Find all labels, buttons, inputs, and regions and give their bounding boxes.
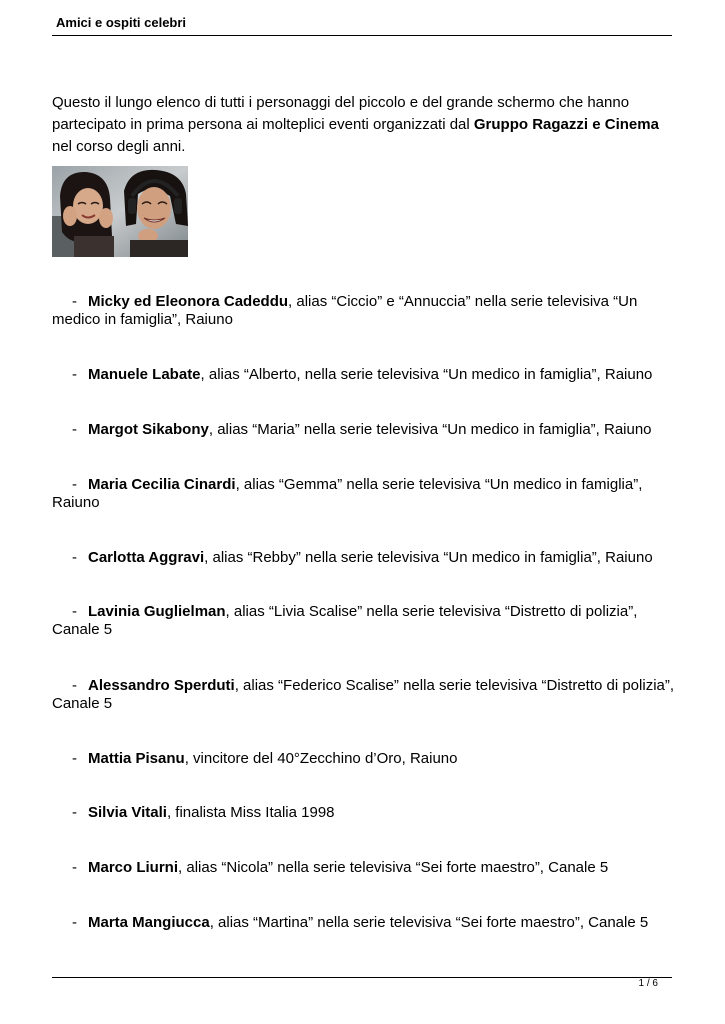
- list-dash: -: [72, 750, 77, 767]
- person-name: Silvia Vitali: [88, 804, 167, 821]
- person-name: Micky ed Eleonora Cadeddu: [88, 293, 289, 310]
- person-description: , finalista Miss Italia 1998: [166, 804, 335, 821]
- person-name: Manuele Labate: [88, 366, 201, 383]
- intro-bold-group-name: Gruppo Ragazzi e Cinema: [473, 116, 659, 133]
- person-description: , alias “Rebby” nella serie televisiva “Un medico in famiglia”, Raiuno: [204, 549, 653, 566]
- list-dash: -: [72, 603, 77, 620]
- person-description: , alias “Maria” nella serie televisiva “Un medico in famiglia”, Raiuno: [208, 421, 652, 438]
- list-item: [52, 549, 677, 567]
- list-dash: -: [72, 366, 77, 383]
- person-name: Maria Cecilia Cinardi: [88, 476, 236, 493]
- list-item: [52, 421, 677, 439]
- person-name: Marco Liurni: [88, 859, 179, 876]
- intro-text-end: nel corso degli anni.: [52, 138, 186, 155]
- person-description: , vincitore del 40°Zecchino d’Oro, Raiuno: [184, 750, 458, 767]
- list-item: [52, 914, 677, 932]
- list-dash: -: [72, 421, 77, 438]
- person-description: , alias “Ciccio” e “Annuccia” nella serie televisiva “Un medico in famiglia”, Raiuno: [52, 293, 638, 328]
- page-number: 1 / 6: [638, 978, 658, 989]
- list-dash: -: [72, 549, 77, 566]
- person-name: Alessandro Sperduti: [88, 677, 235, 694]
- list-dash: -: [72, 293, 77, 310]
- list-item: [52, 750, 677, 768]
- list-dash: -: [72, 859, 77, 876]
- list-item: [52, 804, 677, 822]
- list-item: [52, 293, 677, 329]
- photo-illustration: [52, 166, 188, 257]
- list-item: [52, 366, 677, 384]
- list-dash: -: [72, 914, 77, 931]
- footer-divider: [52, 977, 672, 978]
- person-name: Margot Sikabony: [88, 421, 209, 438]
- intro-text: Questo il lungo elenco di tutti i personaggi del piccolo e del grande schermo che hanno partecipato in prima persona ai molteplici eventi organizzati dal: [52, 94, 630, 133]
- celebrity-photo: [52, 166, 188, 257]
- person-name: Marta Mangiucca: [88, 914, 210, 931]
- person-description: , alias “Federico Scalise” nella serie televisiva “Distretto di polizia”, Canale 5: [52, 677, 675, 712]
- person-name: Mattia Pisanu: [88, 750, 185, 767]
- header-divider: [52, 35, 672, 36]
- list-item: [52, 859, 677, 877]
- person-name: Lavinia Guglielman: [88, 603, 226, 620]
- person-description: , alias “Martina” nella serie televisiva “Sei forte maestro”, Canale 5: [209, 914, 649, 931]
- page-header-title: Amici e ospiti celebri: [56, 15, 187, 30]
- list-dash: -: [72, 677, 77, 694]
- person-description: , alias “Gemma” nella serie televisiva “Un medico in famiglia”, Raiuno: [52, 476, 643, 511]
- list-item: [52, 603, 677, 639]
- list-dash: -: [72, 804, 77, 821]
- intro-paragraph: [52, 92, 677, 158]
- list-dash: -: [72, 476, 77, 493]
- person-description: , alias “Alberto, nella serie televisiva “Un medico in famiglia”, Raiuno: [200, 366, 653, 383]
- person-name: Carlotta Aggravi: [88, 549, 205, 566]
- person-description: , alias “Nicola” nella serie televisiva “Sei forte maestro”, Canale 5: [178, 859, 609, 876]
- person-description: , alias “Livia Scalise” nella serie televisiva “Distretto di polizia”, Canale 5: [52, 603, 638, 638]
- list-item: [52, 677, 677, 713]
- list-item: [52, 476, 677, 512]
